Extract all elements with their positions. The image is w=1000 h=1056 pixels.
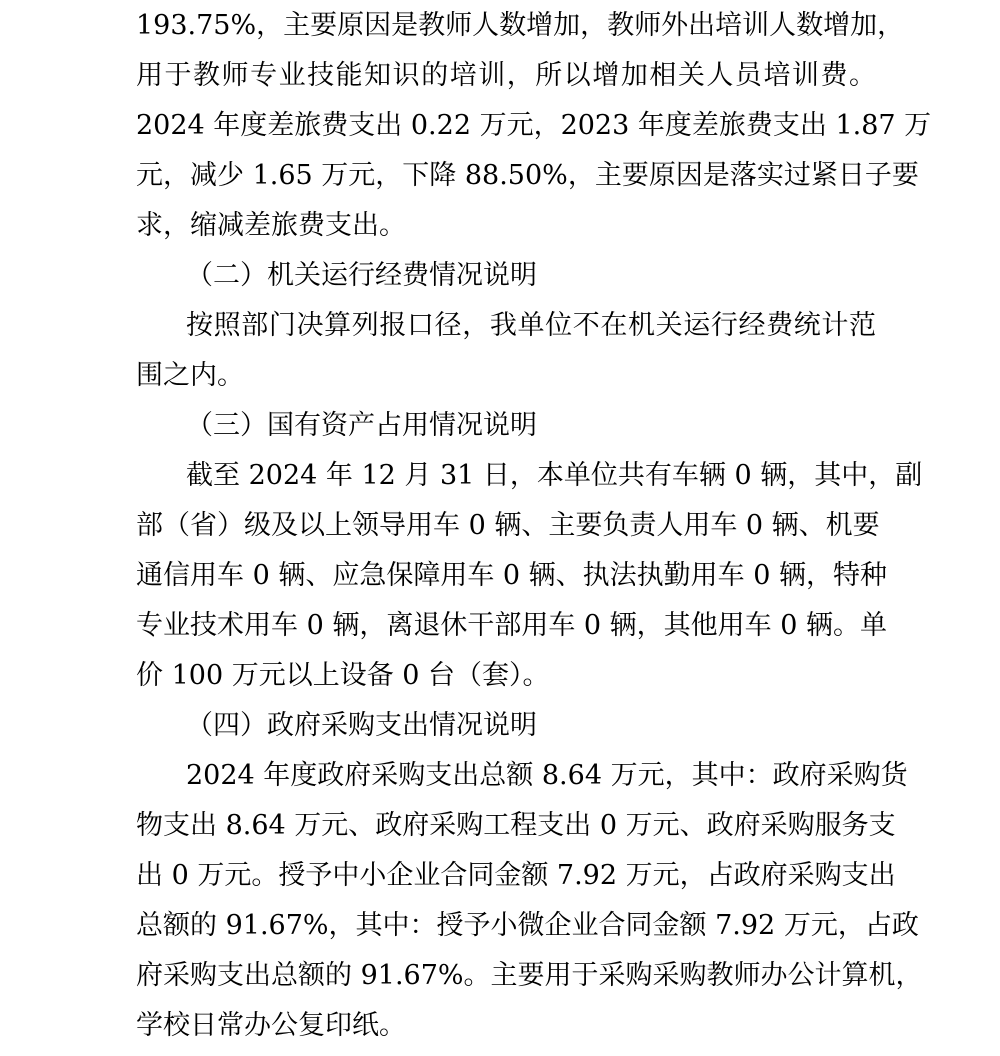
paragraph-first-line: 按照部门决算列报口径，我单位不在机关运行经费统计范 [186,310,876,341]
text-line: 出 0 万元。授予中小企业合同金额 7.92 万元，占政府采购支出 [136,860,896,891]
text-line: 府采购支出总额的 91.67%。主要用于采购采购教师办公计算机， [136,960,923,991]
section-heading: （二）机关运行经费情况说明 [186,260,537,291]
text-line: 2024 年度差旅费支出 0.22 万元，2023 年度差旅费支出 1.87 万 [136,110,932,141]
text-line: 193.75%，主要原因是教师人数增加，教师外出培训人数增加， [136,10,905,41]
text-line: 专业技术用车 0 辆，离退休干部用车 0 辆，其他用车 0 辆。单 [136,610,888,641]
text-line: 围之内。 [136,360,244,391]
text-line: 求，缩减差旅费支出。 [136,210,406,241]
paragraph-first-line: 2024 年度政府采购支出总额 8.64 万元，其中：政府采购货 [186,760,908,791]
section-heading: （四）政府采购支出情况说明 [186,710,537,741]
text-line: 价 100 万元以上设备 0 台（套）。 [136,660,550,691]
text-line: 学校日常办公复印纸。 [136,1010,406,1041]
text-line: 元，减少 1.65 万元，下降 88.50%，主要原因是落实过紧日子要 [136,160,919,191]
paragraph-first-line: 截至 2024 年 12 月 31 日，本单位共有车辆 0 辆，其中，副 [186,460,923,491]
section-heading: （三）国有资产占用情况说明 [186,410,537,441]
text-line: 用于教师专业技能知识的培训，所以增加相关人员培训费。 [136,60,876,91]
text-line: 部（省）级及以上领导用车 0 辆、主要负责人用车 0 辆、机要 [136,510,880,541]
text-line: 物支出 8.64 万元、政府采购工程支出 0 万元、政府采购服务支 [136,810,896,841]
text-line: 总额的 91.67%，其中：授予小微企业合同金额 7.92 万元，占政 [136,910,919,941]
text-line: 通信用车 0 辆、应急保障用车 0 辆、执法执勤用车 0 辆，特种 [136,560,888,591]
